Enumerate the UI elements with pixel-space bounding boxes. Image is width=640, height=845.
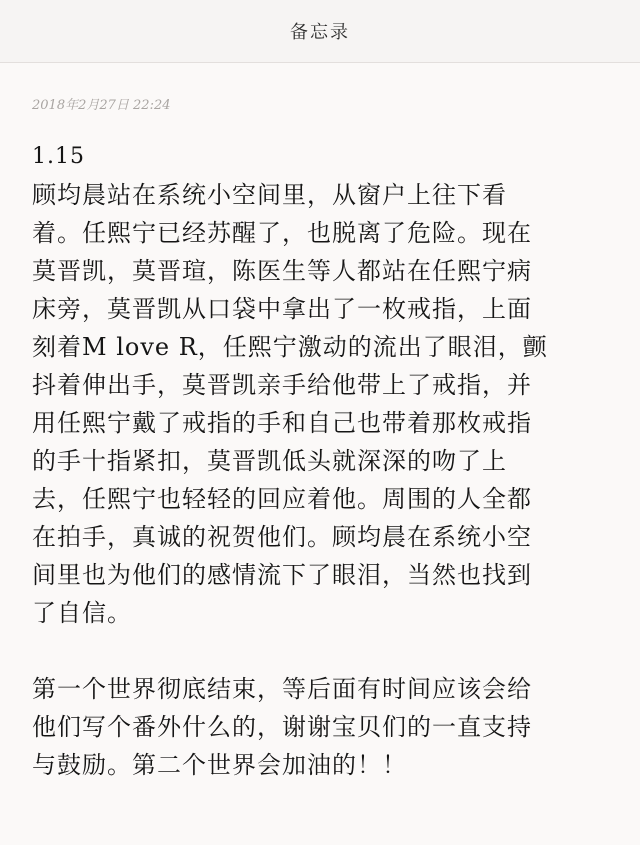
note-line: 去，任熙宁也轻轻的回应着他。周围的人全都 bbox=[32, 485, 532, 513]
note-line: 了自信。 bbox=[32, 599, 132, 627]
note-line: 顾均晨站在系统小空间里，从窗户上往下看 bbox=[32, 181, 507, 209]
note-line: 用任熙宁戴了戒指的手和自己也带着那枚戒指 bbox=[32, 409, 532, 437]
note-line: 抖着伸出手，莫晋凯亲手给他带上了戒指，并 bbox=[32, 371, 532, 399]
note-line: 1.15 bbox=[32, 144, 85, 169]
note-line: 在拍手，真诚的祝贺他们。顾均晨在系统小空 bbox=[32, 523, 532, 551]
note-body[interactable] bbox=[32, 138, 612, 784]
note-line: 第一个世界彻底结束，等后面有时间应该会给 bbox=[32, 675, 532, 703]
note-line: 床旁，莫晋凯从口袋中拿出了一枚戒指，上面 bbox=[32, 295, 532, 323]
note-line: 莫晋凯，莫晋瑄，陈医生等人都站在任熙宁病 bbox=[32, 257, 532, 285]
note-line: 与鼓励。第二个世界会加油的！！ bbox=[32, 751, 407, 779]
paragraph-gap bbox=[32, 632, 612, 670]
note-line: 他们写个番外什么的，谢谢宝贝们的一直支持 bbox=[32, 713, 532, 741]
note-line: 着。任熙宁已经苏醒了，也脱离了危险。现在 bbox=[32, 219, 532, 247]
note-timestamp: 2018年2月27日 22:24 bbox=[32, 98, 171, 113]
title-bar bbox=[0, 0, 640, 63]
note-line: 间里也为他们的感情流下了眼泪，当然也找到 bbox=[32, 561, 532, 589]
note-line: 的手十指紧扣，莫晋凯低头就深深的吻了上 bbox=[32, 447, 507, 475]
note-line: 刻着M love R，任熙宁激动的流出了眼泪，颤 bbox=[32, 333, 548, 361]
page-title: 备忘录 bbox=[290, 22, 350, 43]
